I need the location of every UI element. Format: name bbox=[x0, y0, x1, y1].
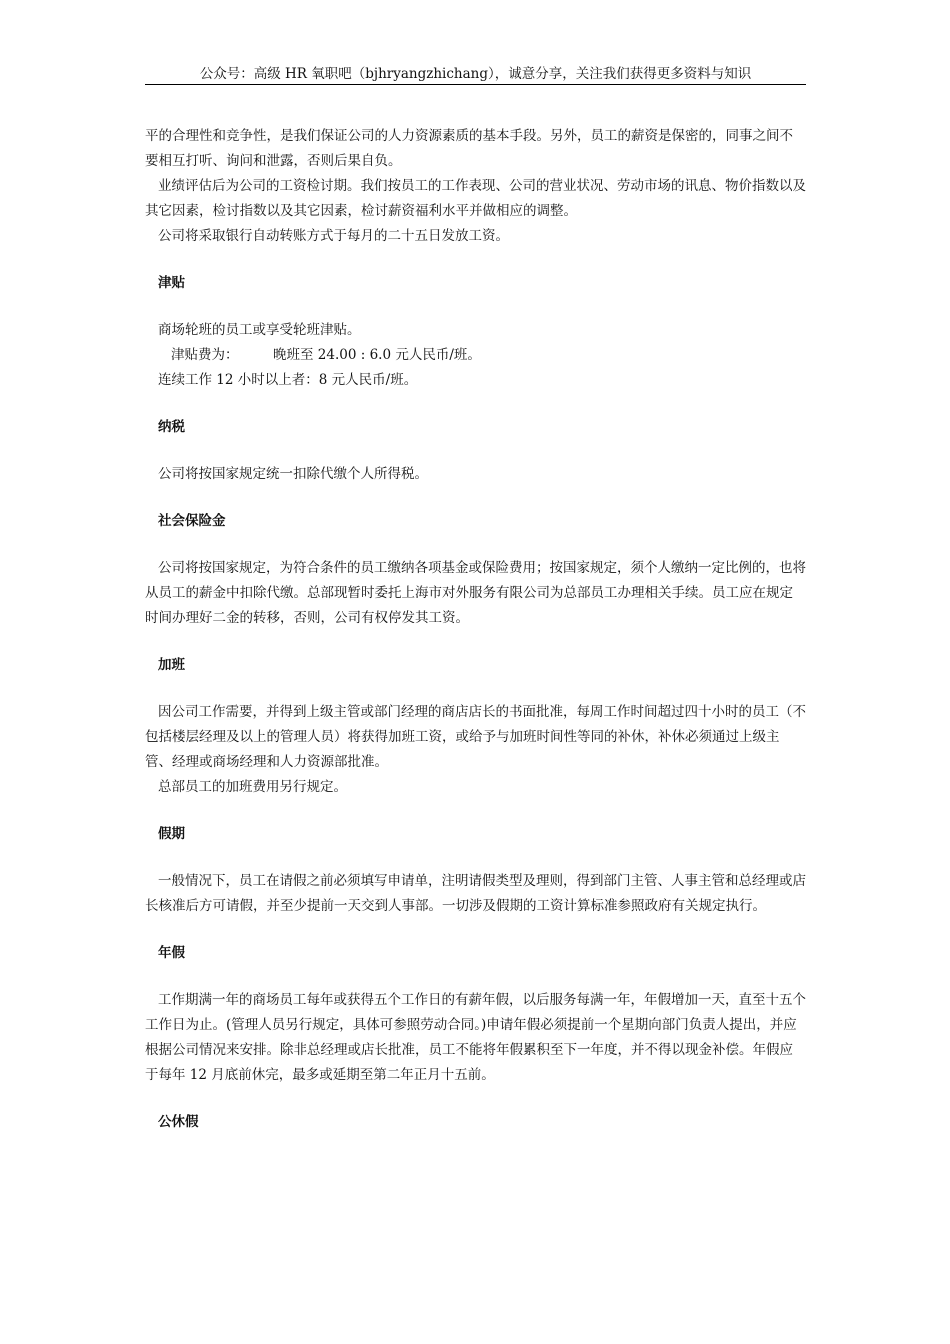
section-heading-public-holiday: 公休假 bbox=[158, 1114, 199, 1130]
document-body bbox=[145, 124, 806, 1157]
intro-paragraph-3: 公司将采取银行自动转账方式于每月的二十五日发放工资。 bbox=[158, 228, 509, 244]
section-heading-insurance: 社会保险金 bbox=[158, 513, 226, 529]
section-heading-allowance: 津贴 bbox=[158, 275, 185, 291]
overtime-paragraph-1: 因公司工作需要，并得到上级主管或部门经理的商店店长的书面批准，每周工作时间超过四十小时的员工（不包括楼层经理及以上的管理人员）将获得加班工资，或给予与加班时间性等同的补休，补休必须通过上级主管、经理或商场经理和人力资源部批准。 bbox=[145, 704, 806, 770]
allowance-paragraph-3: 连续工作 12 小时以上者：8 元人民币/班。 bbox=[158, 372, 418, 388]
allowance-fee-label: 津贴费为： bbox=[171, 347, 239, 363]
section-heading-tax: 纳税 bbox=[158, 419, 185, 435]
section-heading-overtime: 加班 bbox=[158, 657, 185, 673]
page-header: 公众号：高级 HR 氧职吧（bjhryangzhichang），诚意分享，关注我们获得更多资料与知识 bbox=[145, 64, 806, 85]
leave-paragraph-1: 一般情况下，员工在请假之前必须填写申请单，注明请假类型及理则，得到部门主管、人事主管和总经理或店长核准后方可请假，并至少提前一天交到人事部。一切涉及假期的工资计算标准参照政府有关规定执行。 bbox=[145, 873, 806, 914]
section-heading-annual-leave: 年假 bbox=[158, 945, 185, 961]
allowance-fee-line bbox=[145, 343, 806, 368]
annual-leave-paragraph-1: 工作期满一年的商场员工每年或获得五个工作日的有薪年假，以后服务每满一年，年假增加一天，直至十五个工作日为止。(管理人员另行规定，具体可参照劳动合同。)申请年假必须提前一个星期向部门负责人提出，并应根据公司情况来安排。除非总经理或店长批准，员工不能将年假累积至下一年度，并不得以现金补偿。年假应于每年 12 月底前休完，最多或延期至第二年正月十五前。 bbox=[145, 992, 806, 1083]
intro-paragraph-1: 平的合理性和竞争性，是我们保证公司的人力资源素质的基本手段。另外，员工的薪资是保密的，同事之间不要相互打听、询问和泄露，否则后果自负。 bbox=[145, 128, 793, 169]
section-heading-leave: 假期 bbox=[158, 826, 185, 842]
overtime-paragraph-2: 总部员工的加班费用另行规定。 bbox=[158, 779, 347, 795]
allowance-paragraph-1: 商场轮班的员工或享受轮班津贴。 bbox=[158, 322, 361, 338]
intro-paragraph-2: 业绩评估后为公司的工资检讨期。我们按员工的工作表现、公司的营业状况、劳动市场的讯息、物价指数以及其它因素，检讨指数以及其它因素，检讨薪资福利水平并做相应的调整。 bbox=[145, 178, 806, 219]
tax-paragraph-1: 公司将按国家规定统一扣除代缴个人所得税。 bbox=[158, 466, 428, 482]
allowance-fee-value: 晚班至 24.00 : 6.0 元人民币/班。 bbox=[273, 347, 481, 363]
insurance-paragraph-1: 公司将按国家规定，为符合条件的员工缴纳各项基金或保险费用；按国家规定，须个人缴纳一定比例的，也将从员工的薪金中扣除代缴。总部现暂时委托上海市对外服务有限公司为总部员工办理相关手续。员工应在规定时间办理好二金的转移，否则，公司有权停发其工资。 bbox=[145, 560, 806, 626]
